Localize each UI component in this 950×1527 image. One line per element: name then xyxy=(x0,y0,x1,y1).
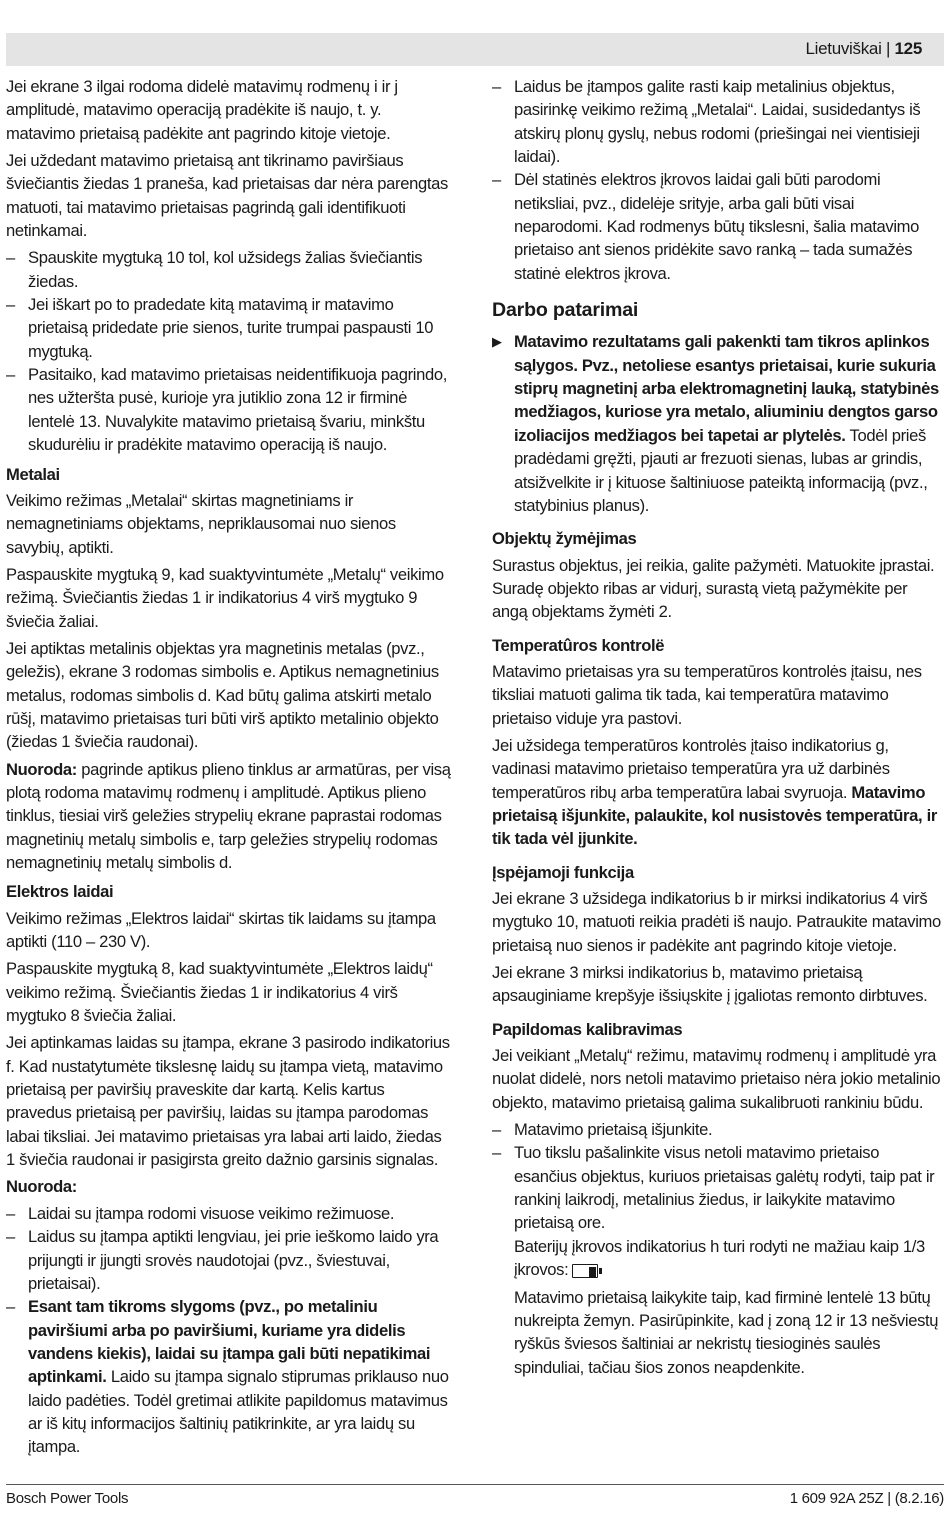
warning-bold: Esant tam tikroms slygoms (pvz., po metaliniu paviršiumi arba po paviršiumi, kuriame yra didelis vandens kiekis), laidai su įtampa gali būti nepatikimai aptinkami. xyxy=(28,1297,431,1387)
note-text: pagrinde aptikus plieno tinklus ar armatūras, per visą plotą rodoma matavimų rodmenų i amplitudė. Aptikus plieno tinklus, tiesiai virš geležies strypelių ekrane paprastai rodomas magnetinių metalų simbolis e, tarp geležies strypelių rodomas nemagnetinių metalų simbolis d. xyxy=(6,759,451,872)
list-item: – Tuo tikslu pašalinkite visus netoli matavimo prietaiso esančius objektus, kuriuos prietaisas galėtų rodyti, taip pat ir rankinį laikrodį, metalinius žiedus, ir laikykite matavimo prietaisą ore. xyxy=(492,1141,944,1234)
paragraph-metalai-1: Veikimo režimas „Metalai“ skirtas magnetiniams ir nemagnetiniams objektams, nepriklausomai nuo sienos savybių, aptikti. xyxy=(6,490,396,557)
tip-warning xyxy=(492,330,944,517)
list-item: – Jei iškart po to pradedate kitą matavimą ir matavimo prietaisą pridedate prie sienos, turite trumpai paspausti 10 mygtuką. xyxy=(6,293,454,363)
tip-rest: Todėl prieš pradėdami gręžti, pjauti ar frezuoti sienas, lubas ar grindis, atsižvelkite ir į kituose šaltiniuose pateiktą informaciją (pvz., statybinius planus). xyxy=(514,425,928,515)
paragraph-ispej-2: Jei ekrane 3 mirksi indikatorius b, matavimo prietaisą apsauginiame krepšyje išsiųskite į įgaliotas remonto dirbtuves. xyxy=(492,963,928,1006)
battery-paragraph xyxy=(492,1235,944,1282)
list-item: – Pasitaiko, kad matavimo prietaisas neidentifikuoja pagrindo, nes užteršta pusė, kurioje yra jutiklio zona 12 ir firminė lentelė 13. Nuvalykite matavimo prietaisą švariu, minkštu skudurėliu ir pradėkite matavimo operaciją iš naujo. xyxy=(6,363,454,456)
battery-text: Baterijų įkrovos indikatorius h turi rodyti ne mažiau kaip 1/3 įkrovos: xyxy=(514,1236,925,1280)
page-header xyxy=(805,39,922,59)
paragraph-elektros-3: Jei aptinkamas laidas su įtampa, ekrane 3 pasirodo indikatorius f. Kad nustatytumėte tikslesnę laidų su įtampa vietą, matavimo prietaisą per paviršių praveskite dar kartą. Kelis kartus pravedus prietaisą per paviršių, laidas su įtampa parodomas labai tiksliai. Jei matavimo prietaisas yra labai arti laido, žiedas 1 šviečia raudonai ir pasigirsta greito dažnio garsinis signalas. xyxy=(6,1033,450,1170)
note-label-2: Nuoroda: xyxy=(6,1177,77,1197)
heading-darbo-patarimai: Darbo patarimai xyxy=(492,299,639,322)
battery-icon xyxy=(572,1264,602,1278)
paragraph-ispej-1: Jei ekrane 3 užsidega indikatorius b ir mirksi indikatorius 4 virš mygtuko 10, matuoti reikia pradėti iš naujo. Patraukite matavimo prietaisą nuo sienos ir padėkite ant pagrindo kitoje vietoje. xyxy=(492,889,941,955)
footer-doc-number: 1 609 92A 25Z | (8.2.16) xyxy=(789,1490,944,1507)
list-item: – Laidus be įtampos galite rasti kaip metalinius objektus, pasirinkę veikimo režimą „Metalai“. Laidai, susidedantys iš atskirų plonų gyslų, nebus rodomi (priešingai nei vientisieji laidai). xyxy=(492,75,944,168)
right-column xyxy=(492,75,944,1383)
list-item: – Spauskite mygtuką 10 tol, kol užsidegs žalias šviečiantis žiedas. xyxy=(6,246,454,293)
footer-divider xyxy=(6,1484,944,1485)
header-language: Lietuviškai xyxy=(805,39,882,58)
note-label: Nuoroda: xyxy=(6,759,77,779)
paragraph-temp-1: Matavimo prietaisas yra su temperatūros kontrolės įtaisu, nes tiksliai matuoti galima tik tada, kai temperatūra matavimo prietaiso viduje yra pastovi. xyxy=(492,661,922,728)
page-number: 125 xyxy=(894,39,922,58)
heading-metalai: Metalai xyxy=(6,464,60,484)
list-item: – Laidai su įtampa rodomi visuose veikimo režimuose. xyxy=(6,1202,454,1225)
paragraph-papild: Jei veikiant „Metalų“ režimu, matavimų rodmenų i amplitudė yra nuolat didelė, nors netoli matavimo prietaiso nėra jokio metalinio objekto, matavimo prietaisą galima sukalibruoti rankiniu būdu. xyxy=(492,1046,941,1112)
tip-bold: Matavimo rezultatams gali pakenkti tam tikros aplinkos sąlygos. Pvz., netoliese esantys prietaisai, kurie sukuria stiprų magnetinį arba elektromagnetinį lauką, statybinės medžiagos, kuriose yra metalo, aliuminiu dengtos garso izoliacijos medžiagos bei tapetai ar plytelės. xyxy=(514,332,939,445)
heading-elektros-laidai: Elektros laidai xyxy=(6,882,114,902)
paragraph-elektros-1: Veikimo režimas „Elektros laidai“ skirtas tik laidams su įtampa aptikti (110 – 230 V). xyxy=(6,908,436,952)
paragraph-ring-not-ready: Jei uždedant matavimo prietaisą ant tikrinamo paviršiaus šviečiantis žiedas 1 praneša, kad prietaisas dar nėra parengtas matuoti, tai matavimo prietaisas pagrindą gali identifikuoti netinkamai. xyxy=(6,151,448,241)
paragraph-metalai-2: Paspauskite mygtuką 9, kad suaktyvintumėte „Metalų“ veikimo režimą. Šviečiantis žiedas 1 ir indikatorius 4 virš mygtuko 9 šviečia žaliai. xyxy=(6,564,444,631)
paragraph-papild-last: Matavimo prietaisą laikykite taip, kad firminė lentelė 13 būtų nukreipta žemyn. Pasirūpinkite, kad į zoną 12 ir 13 nešviestų ryškūs šviesos šaltiniai ar nekristų tiesioginės saulės spinduliai, tačiau šios zonos neapdenkite. xyxy=(514,1287,939,1377)
paragraph-objektu: Surastus objektus, jei reikia, galite pažymėti. Matuokite įprastai. Suradę objekto ribas ar vidurį, surastą vietą pažymėkite per angą objektams žymėti 2. xyxy=(492,555,935,622)
header-separator: | xyxy=(881,39,895,58)
list-item-warning xyxy=(6,1295,454,1458)
paragraph-metalai-3: Jei aptiktas metalinis objektas yra magnetinis metalas (pvz., geležis), ekrane 3 rodomas simbolis e. Aptikus nemagnetinius metalus, rodomas simbolis d. Kad būtų galima atskirti metalo rūšį, matavimo prietaisas turi būti virš aptikto metalinio objekto (žiedas 1 šviečia raudonai). xyxy=(6,638,439,752)
paragraph-temp-2 xyxy=(492,734,944,851)
heading-papildomas-kalibravimas: Papildomas kalibravimas xyxy=(492,1019,683,1039)
paragraph-amplitude: Jei ekrane 3 ilgai rodoma didelė matavimų rodmenų i ir j amplitudė, matavimo operaciją pradėkite iš naujo, t. y. matavimo prietaisą padėkite ant pagrindo kitoje vietoje. xyxy=(6,77,398,143)
temp-text: Jei užsidega temperatūros kontrolės įtaiso indikatorius g, vadinasi matavimo prietaiso temperatūra yra už darbinės temperatūros ribų arba temperatūra labai svyruoja. xyxy=(492,735,890,802)
warning-rest: Laido su įtampa signalo stiprumas priklauso nuo laido padėties. Todėl gretimai atlikite papildomus matavimus ar iš kitų informacijos šaltinių patikrinkite, ar yra laidų su įtampa. xyxy=(28,1367,449,1457)
temp-bold: Matavimo prietaisą išjunkite, palaukite, kol nusistovės temperatūra, ir tik tada vėl įjunkite. xyxy=(492,782,937,849)
header-bar xyxy=(6,33,944,66)
list-item: – Laidus su įtampa aptikti lengviau, jei prie ieškomo laido yra prijungti ir įjungti srovės naudotojai (pvz., šviestuvai, prietaisai). xyxy=(6,1225,454,1295)
list-item: – Matavimo prietaisą išjunkite. xyxy=(492,1118,944,1141)
heading-temperaturos-kontrole: Temperatûros kontrolë xyxy=(492,635,665,655)
note-metalai xyxy=(6,758,454,875)
footer-brand: Bosch Power Tools xyxy=(6,1490,129,1507)
left-column xyxy=(6,75,454,1459)
list-item: – Dėl statinės elektros įkrovos laidai gali būti parodomi netiksliai, pvz., didelėje srityje, arba gali būti visai neparodomi. Kad rodmenys būtų tikslesni, šalia matavimo prietaiso ant sienos pridėkite savo ranką – tada sumažės statinė elektros įkrova. xyxy=(492,168,944,285)
heading-ispejamoji-funkcija: Įspėjamoji funkcija xyxy=(492,862,634,882)
heading-objektu-zymejimas: Objektų žymėjimas xyxy=(492,529,637,549)
paragraph-elektros-2: Paspauskite mygtuką 8, kad suaktyvintumėte „Elektros laidų“ veikimo režimą. Šviečiantis žiedas 1 ir indikatorius 4 virš mygtuko 8 šviečia žaliai. xyxy=(6,959,433,1026)
